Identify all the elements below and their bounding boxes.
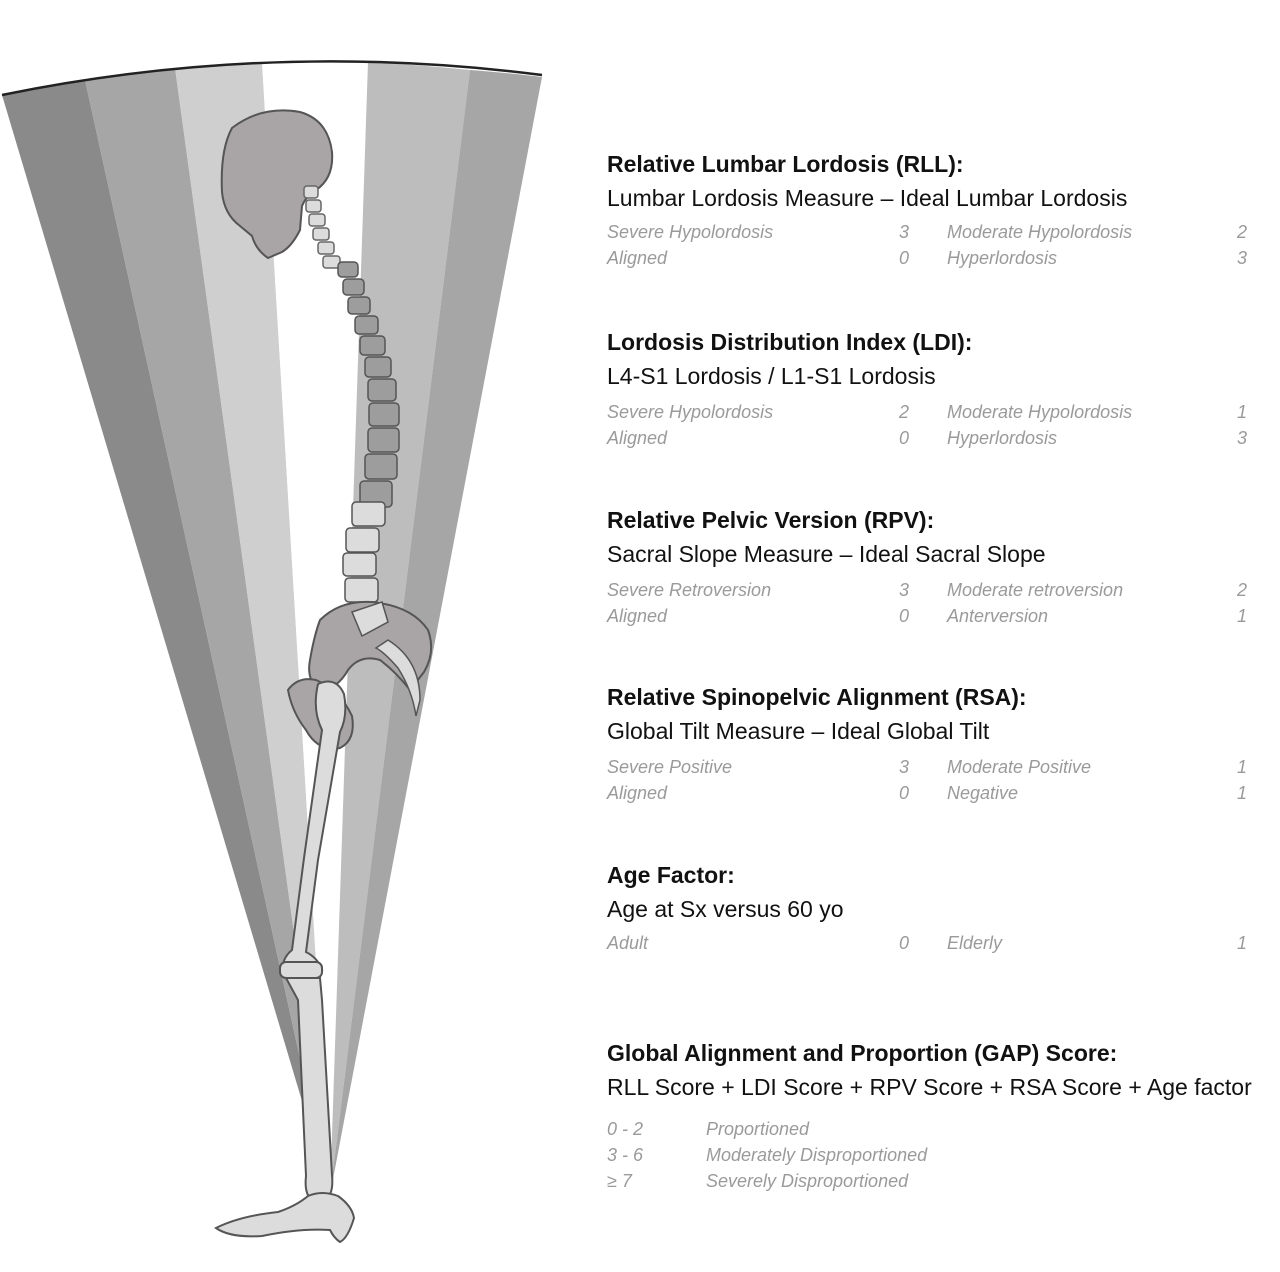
rll-score-grid [607,219,1280,271]
score-value: 2 [898,402,909,422]
score-label: Severe Positive [607,757,733,777]
score-label: Hyperlordosis [947,248,1058,268]
score-value: 0 [898,933,909,953]
rll-title: Relative Lumbar Lordosis (RLL): [607,151,964,177]
rll-formula: Lumbar Lordosis Measure – Ideal Lumbar Lordosis [607,185,1128,211]
ldi-section [607,328,1280,451]
gap-title: Global Alignment and Proportion (GAP) Score: [607,1040,1118,1066]
score-row [607,577,1280,603]
score-label: Anterversion [947,606,1049,626]
rpv-section [607,506,1280,629]
ldi-score-grid [607,399,1280,451]
rll-section [607,150,1280,271]
score-label: Aligned [607,428,668,448]
score-label: Aligned [607,248,668,268]
score-row [607,780,1280,806]
knee [280,962,322,978]
score-value: 1 [1236,606,1247,626]
legend-range: 3 - 6 [607,1145,644,1165]
score-row [607,245,1280,271]
score-label: Moderate retroversion [947,580,1124,600]
score-label: Negative [947,783,1019,803]
age-score-grid [607,930,1280,956]
score-value: 1 [1236,933,1247,953]
score-value: 1 [1236,783,1247,803]
legend-label: Proportioned [706,1119,810,1139]
score-label: Moderate Positive [947,757,1092,777]
rpv-score-grid [607,577,1280,629]
legend-row [607,1116,1280,1142]
score-value: 0 [898,428,909,448]
legend-range: ≥ 7 [607,1171,632,1191]
score-row [607,603,1280,629]
age-formula: Age at Sx versus 60 yo [607,896,844,922]
legend-range: 0 - 2 [607,1119,644,1139]
score-value: 0 [898,606,909,626]
score-row [607,754,1280,780]
score-row [607,219,1280,245]
score-label: Elderly [947,933,1003,953]
score-value: 1 [1236,402,1247,422]
score-value: 3 [898,222,909,242]
ldi-formula: L4-S1 Lordosis / L1-S1 Lordosis [607,363,936,389]
legend-label: Moderately Disproportioned [706,1145,928,1165]
score-label: Severe Hypolordosis [607,222,774,242]
score-row [607,930,1280,956]
score-value: 0 [898,783,909,803]
score-value: 0 [898,248,909,268]
score-value: 3 [1236,428,1247,448]
score-label: Severe Retroversion [607,580,772,600]
age-title: Age Factor: [607,862,735,888]
spine-alignment-figure [0,0,560,1272]
score-label: Aligned [607,606,668,626]
score-value: 2 [1236,222,1247,242]
foot [216,1193,354,1242]
score-label: Moderate Hypolordosis [947,402,1133,422]
legend-row [607,1142,1280,1168]
rsa-formula: Global Tilt Measure – Ideal Global Tilt [607,718,990,744]
score-label: Severe Hypolordosis [607,402,774,422]
score-row [607,399,1280,425]
legend-label: Severely Disproportioned [706,1171,909,1191]
rpv-title: Relative Pelvic Version (RPV): [607,507,935,533]
score-row [607,425,1280,451]
legend-row [607,1168,1280,1194]
rsa-score-grid [607,754,1280,806]
score-value: 3 [1236,248,1247,268]
rsa-title: Relative Spinopelvic Alignment (RSA): [607,684,1027,710]
score-label: Hyperlordosis [947,428,1058,448]
score-label: Adult [607,933,649,953]
gap-formula: RLL Score + LDI Score + RPV Score + RSA Score + Age factor [607,1074,1252,1100]
rpv-formula: Sacral Slope Measure – Ideal Sacral Slope [607,541,1046,567]
gap-section [607,1039,1280,1194]
score-label: Moderate Hypolordosis [947,222,1133,242]
gap-legend [607,1116,1280,1194]
gap-score-panel [607,0,1280,1272]
score-value: 2 [1236,580,1247,600]
ldi-title: Lordosis Distribution Index (LDI): [607,329,973,355]
score-label: Aligned [607,783,668,803]
score-value: 3 [898,757,909,777]
age-section [607,861,1280,956]
rsa-section [607,683,1280,806]
score-value: 3 [898,580,909,600]
score-value: 1 [1236,757,1247,777]
